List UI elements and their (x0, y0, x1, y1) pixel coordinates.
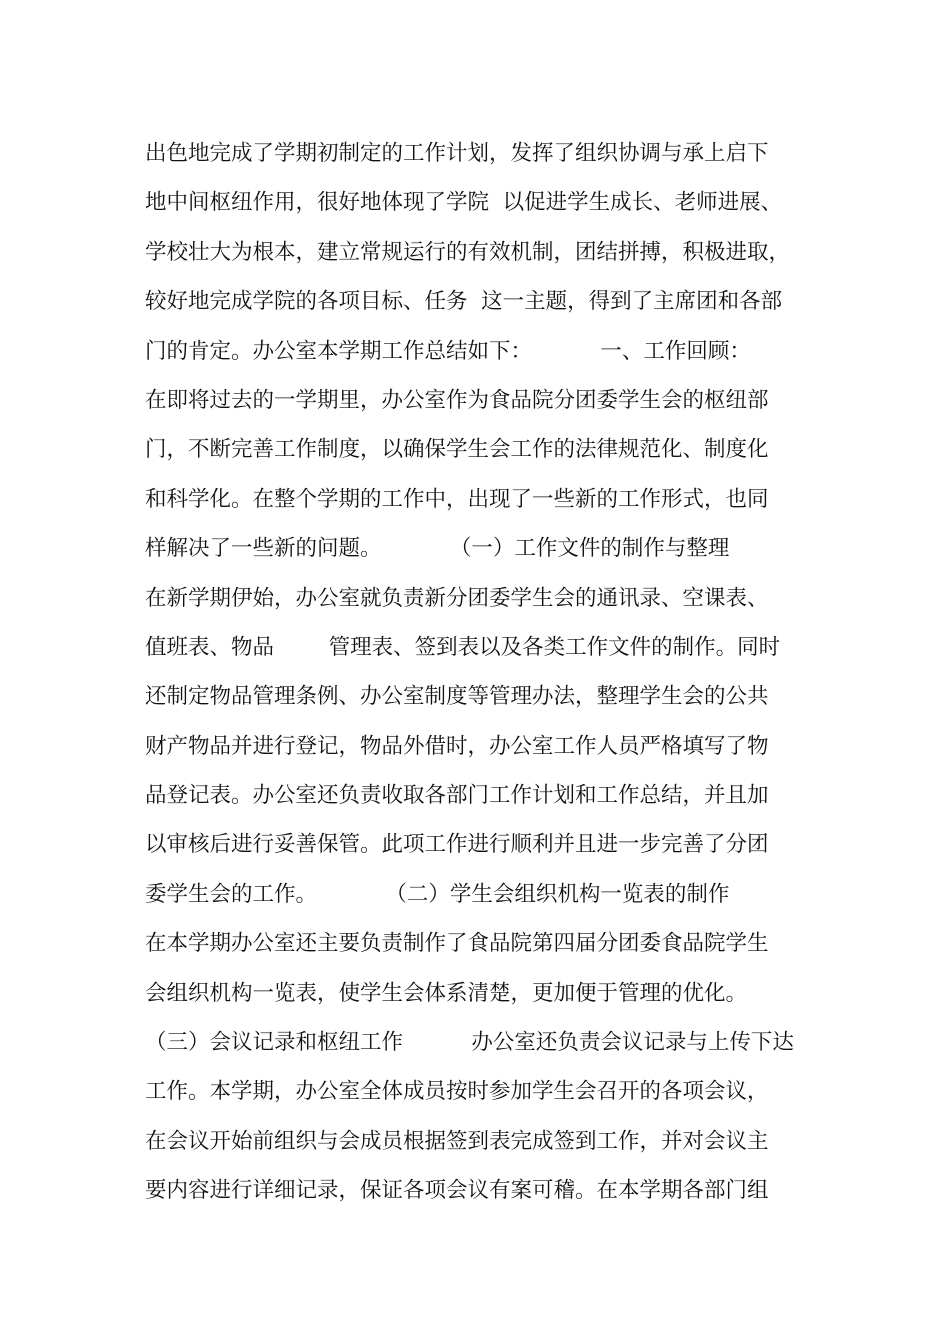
text-line: 品登记表。办公室还负责收取各部门工作计划和工作总结，并且加 (145, 783, 769, 809)
text-line: 出色地完成了学期初制定的工作计划，发挥了组织协调与承上启下 (145, 141, 769, 166)
text-line: 较好地完成学院的各项目标、任务 这一主题，得到了主席团和各部 (145, 289, 783, 315)
text-line: 要内容进行详细记录，保证各项会议有案可稽。在本学期各部门组 (145, 1178, 769, 1204)
text-line: 会组织机构一览表，使学生会体系清楚，更加便于管理的优化。 (145, 980, 748, 1006)
text-line: 门，不断完善工作制度，以确保学生会工作的法律规范化、制度化 (145, 437, 769, 463)
text-line: 在新学期伊始，办公室就负责新分团委学生会的通讯录、空课表、 (145, 585, 769, 611)
text-line: 门的肯定。办公室本学期工作总结如下： 一、工作回顾： (145, 338, 751, 364)
text-line: 和科学化。在整个学期的工作中，出现了一些新的工作形式，也同 (145, 486, 769, 512)
text-line: 在本学期办公室还主要负责制作了食品院第四届分团委食品院学生 (145, 931, 769, 957)
text-line: 委学生会的工作。 （二）学生会组织机构一览表的制作 (145, 881, 730, 907)
text-line: 财产物品并进行登记，物品外借时，办公室工作人员严格填写了物 (145, 733, 769, 759)
text-line: 在会议开始前组织与会成员根据签到表完成签到工作，并对会议主 (145, 1128, 769, 1154)
text-line: 样解决了一些新的问题。 （一）工作文件的制作与整理 (145, 536, 730, 562)
text-line: 值班表、物品 管理表、签到表以及各类工作文件的制作。同时 (145, 634, 781, 660)
text-line: 地中间枢纽作用，很好地体现了学院 以促进学生成长、老师进展、 (145, 190, 783, 216)
text-line: 还制定物品管理条例、办公室制度等管理办法，整理学生会的公共 (145, 684, 769, 710)
text-line: 工作。本学期，办公室全体成员按时参加学生会召开的各项会议， (145, 1079, 769, 1105)
body-text (145, 134, 835, 1221)
text-line: （三）会议记录和枢纽工作 办公室还负责会议记录与上传下达 (145, 1030, 794, 1056)
text-line: 学校壮大为根本，建立常规运行的有效机制，团结拼搏，积极进取， (145, 239, 791, 265)
text-line: 以审核后进行妥善保管。此项工作进行顺利并且进一步完善了分团 (145, 832, 769, 858)
text-line: 在即将过去的一学期里，办公室作为食品院分团委学生会的枢纽部 (145, 387, 769, 413)
